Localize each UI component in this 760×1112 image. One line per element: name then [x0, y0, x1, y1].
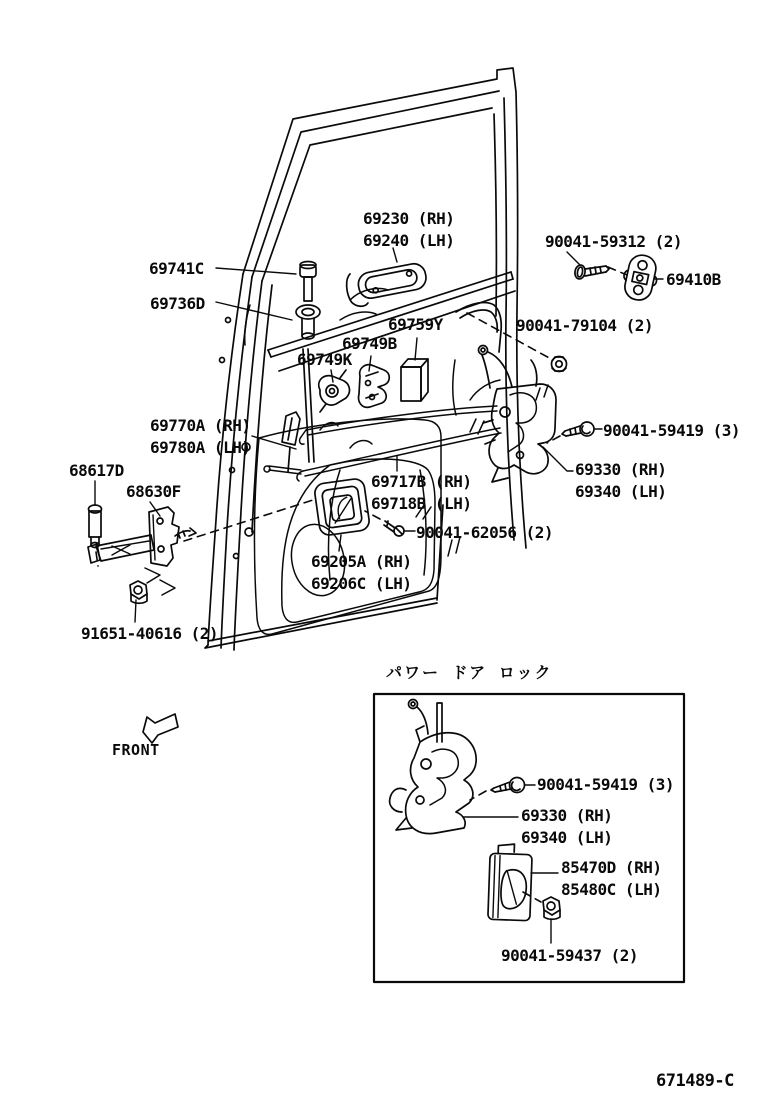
callout-actuator-85480C-lh: 85480C (LH): [561, 880, 662, 899]
callout-frame-69759Y: 69759Y: [388, 315, 443, 334]
callout-screw-59419: 90041-59419 (3): [603, 421, 740, 440]
control-69749K: [319, 370, 350, 412]
callout-channel-69770A-rh: 69770A (RH): [150, 416, 251, 435]
inset-lock-assembly: [390, 700, 477, 834]
callout-nut-59437: 90041-59437 (2): [501, 946, 638, 965]
callout-control-69749B: 69749B: [342, 334, 397, 353]
callout-actuator-85470D-rh: 85470D (RH): [561, 858, 662, 877]
inset-title-power-door-lock: パワー ドア ロック: [386, 663, 553, 682]
callout-bezel-69206C-lh: 69206C (LH): [311, 574, 412, 593]
screw-59312: [574, 264, 609, 280]
frame-69759Y: [401, 359, 428, 401]
callout-channel-69780A-lh: 69780A (LH): [150, 438, 251, 457]
inset-screw-59419: [491, 778, 525, 793]
inset-nut-59437: [543, 897, 560, 919]
screw-62056: [384, 521, 404, 536]
control-69749B: [359, 365, 390, 408]
front-direction-label: FRONT: [112, 741, 160, 759]
callout-bolt-68617D: 68617D: [69, 461, 124, 480]
outside-handle: [344, 260, 429, 309]
drawing-code: 671489-C: [656, 1071, 734, 1091]
callout-striker-69410B: 69410B: [666, 270, 721, 289]
callout-outside-handle-rh: 69230 (RH): [363, 209, 455, 228]
callout-lock-69340-lh: 69340 (LH): [575, 482, 667, 501]
callout-inset-lock-69340-lh: 69340 (LH): [521, 828, 613, 847]
callout-inset-screw-59419: 90041-59419 (3): [537, 775, 674, 794]
callout-bezel-69205A-rh: 69205A (RH): [311, 552, 412, 571]
callout-nut-91651: 91651-40616 (2): [81, 624, 218, 643]
callout-grommet-69736D: 69736D: [150, 294, 205, 313]
callout-inset-lock-69330-rh: 69330 (RH): [521, 806, 613, 825]
callout-screw-59312: 90041-59312 (2): [545, 232, 682, 251]
door-check-assembly: [88, 507, 196, 595]
screw-59419: [562, 422, 594, 436]
bolt-69741C: [300, 262, 316, 302]
inside-handle-bezel: [314, 478, 371, 536]
callout-outside-handle-lh: 69240 (LH): [363, 231, 455, 250]
nut-91651: [130, 581, 147, 603]
callout-nut-79104: 90041-79104 (2): [516, 316, 653, 335]
callout-screw-62056: 90041-62056 (2): [416, 523, 553, 542]
striker-69410B: [620, 252, 662, 303]
inset-actuator: [488, 843, 533, 920]
nut-79104: [552, 357, 567, 372]
callout-control-69749K: 69749K: [297, 350, 352, 369]
front-arrow-icon: [143, 714, 178, 743]
callout-remote-69717B-rh: 69717B (RH): [371, 472, 472, 491]
callout-bolt-69741C: 69741C: [149, 259, 204, 278]
bolt-68617D: [89, 505, 102, 548]
callout-remote-69718B-lh: 69718B (LH): [371, 494, 472, 513]
callout-door-check-68630F: 68630F: [126, 482, 181, 501]
callout-lock-69330-rh: 69330 (RH): [575, 460, 667, 479]
